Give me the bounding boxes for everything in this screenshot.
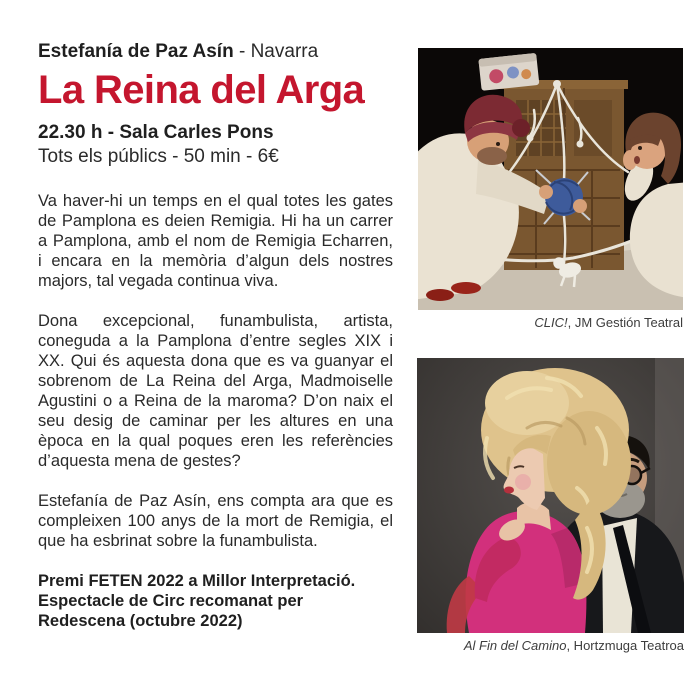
photo-al-fin-del-camino-illustration bbox=[417, 358, 684, 633]
show-title: La Reina del Arga bbox=[38, 68, 365, 112]
artist-line bbox=[38, 40, 393, 63]
description-paragraph: Estefanía de Paz Asín, ens compta ara que es compleixen 100 anys de la mort de Remigia, el que ha esbrinat sobre la funambulista. bbox=[38, 492, 393, 550]
artist-name: Estefanía de Paz Asín bbox=[38, 41, 234, 62]
photo-figure-clic bbox=[418, 48, 683, 331]
photo-clic-illustration bbox=[418, 48, 683, 310]
photo-title-al-fin-del-camino: Al Fin del Camino bbox=[463, 638, 567, 653]
description-paragraph: Dona excepcional, funambulista, artista, coneguda a la Pamplona d’entre segles XIX i XX. Qui és aquesta dona que es va guanyar el sobrenom de La Reina del Arga, Madmoiselle Agustini o a Reina de la maroma? D’on naix el seu desig de caminar per les altures en una època en la qual poques eren les referències d’aquesta mena de gestes? bbox=[38, 312, 393, 470]
description-paragraph: Va haver-hi un temps en el qual totes les gates de Pamplona es deien Remigia. Hi ha un carrer a Pamplona, amb el nom de Remigia Echarren, i encara en la memòria d’algun dels nostres majors, tal vegada continua viva. bbox=[38, 192, 393, 290]
photo-title-clic: CLIC! bbox=[534, 315, 568, 330]
photo-caption-al-fin-del-camino bbox=[417, 638, 684, 654]
tin-box-shape bbox=[478, 53, 539, 91]
photo-credit-clic: , JM Gestión Teatral bbox=[567, 315, 683, 330]
awards-note: Premi FETEN 2022 a Millor Interpretació. Espectacle de Circ recomanat per Redescena (octubre 2022) bbox=[38, 572, 356, 630]
time-venue: 22.30 h - Sala Carles Pons bbox=[38, 122, 274, 143]
photo-figure-al-fin-del-camino bbox=[417, 358, 684, 654]
audience-duration-price: Tots els públics - 50 min - 6€ bbox=[38, 146, 279, 167]
show-info-column bbox=[38, 40, 393, 651]
photo-caption-clic bbox=[418, 315, 683, 331]
artist-origin: - Navarra bbox=[233, 41, 319, 62]
photo-credit-al-fin-del-camino: , Hortzmuga Teatroa bbox=[566, 638, 684, 653]
show-description bbox=[38, 191, 393, 631]
